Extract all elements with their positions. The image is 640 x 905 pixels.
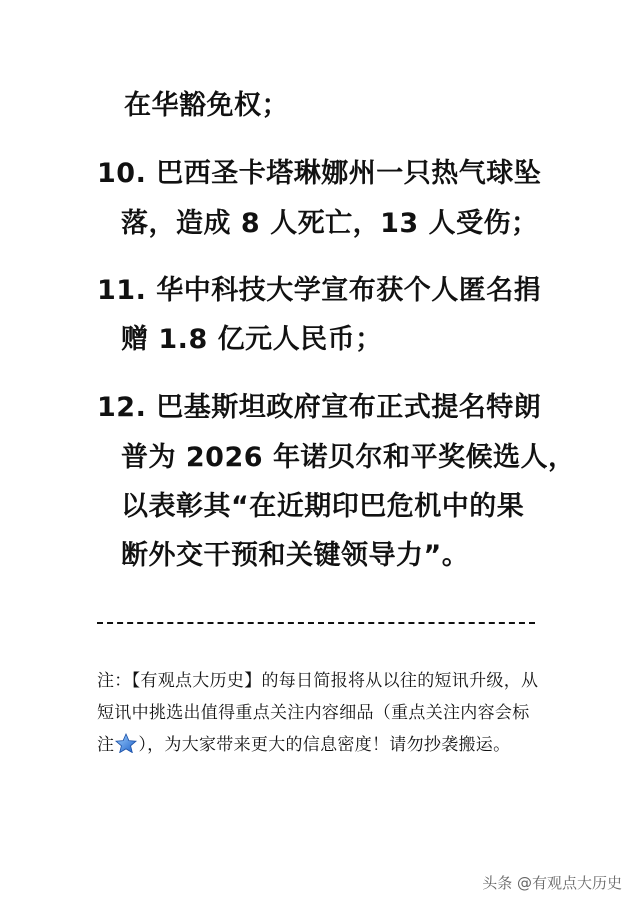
news-item-10-cont: 落，造成 8 人死亡，13 人受伤； <box>121 208 539 239</box>
news-item-11: 11. 华中科技大学宣布获个人匿名捐 <box>97 275 542 306</box>
divider <box>97 622 535 624</box>
watermark: 头条 @有观点大历史 <box>482 874 622 892</box>
news-item-12-cont-1: 普为 2026 年诺贝尔和平奖候选人， <box>121 442 576 473</box>
news-item-12-cont-3: 断外交干预和关键领导力”。 <box>121 540 470 571</box>
footnote-text-before: 注：【有观点大历史】的每日简报将从以往的短讯升级，从短讯中挑选出值得重点关注内容细品（重点关注内容会标注 <box>97 671 539 755</box>
news-item-11-cont: 赠 1.8 亿元人民币； <box>121 324 383 355</box>
news-item-12-cont-2: 以表彰其“在近期印巴危机中的果 <box>121 491 525 522</box>
footnote <box>97 665 542 761</box>
news-item-10: 10. 巴西圣卡塔琳娜州一只热气球坠 <box>97 158 542 189</box>
news-item-12: 12. 巴基斯坦政府宣布正式提名特朗 <box>97 392 542 423</box>
news-line-9-cont: 在华豁免权； <box>124 90 289 121</box>
footnote-text-after: ），为大家带来更大的信息密度！请勿抄袭搬运。 <box>138 735 511 755</box>
blue-star-icon <box>114 732 138 752</box>
